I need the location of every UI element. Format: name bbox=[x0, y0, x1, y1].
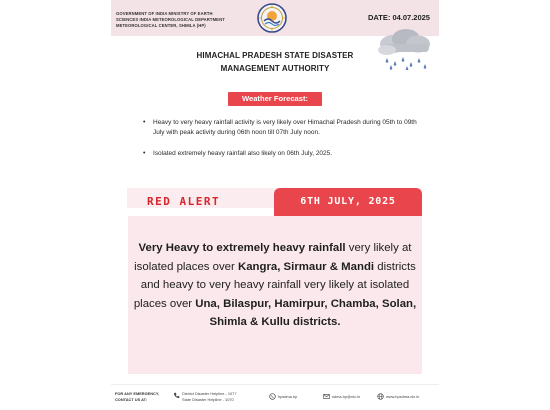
page-margin-right bbox=[439, 0, 550, 410]
alert-date: 6TH JULY, 2025 bbox=[300, 196, 396, 207]
whatsapp-icon bbox=[269, 393, 276, 400]
contact-footer bbox=[111, 384, 439, 410]
alert-poster bbox=[111, 0, 439, 410]
forecast-bullet: • Heavy to very heavy rainfall activity is very likely over Himachal Pradesh during 05th to 09th July with peak activity during 06th noon till 07th July noon. bbox=[139, 118, 429, 138]
forecast-bullet-list bbox=[139, 118, 429, 170]
alert-message-text: very likely at isolated places over bbox=[134, 242, 412, 273]
alert-message-emphasis: Very Heavy to extremely heavy rainfall bbox=[138, 242, 346, 254]
authority-title-line-1: HIMACHAL PRADESH STATE DISASTER bbox=[196, 51, 354, 60]
alert-message-text: districts and heavy to very heavy rainfall very likely at isolated places over bbox=[133, 260, 416, 310]
alert-message bbox=[133, 239, 417, 332]
alert-level-label: RED ALERT bbox=[147, 195, 221, 208]
email-icon bbox=[323, 393, 330, 400]
gov-line-3: METEOROLOGICAL CENTER, SHIMLA (HP) bbox=[116, 23, 206, 28]
contact-label: CONTACT US AT: bbox=[115, 397, 147, 402]
authority-title-line-2: MANAGEMENT AUTHORITY bbox=[220, 64, 330, 73]
imd-emblem-icon bbox=[256, 2, 288, 34]
gov-line-2: SCIENCES INDIA METEOROLOGICAL DEPARTMENT bbox=[116, 17, 225, 22]
state-helpline: State Disaster Helpline - 1070 bbox=[182, 397, 234, 402]
alert-message-districts: Una, Bilaspur, Hamirpur, Chamba, Solan, Shimla & Kullu districts. bbox=[195, 297, 417, 329]
emergency-label: FOR ANY EMERGENCY, bbox=[115, 391, 160, 396]
forecast-bullet: • Isolated extremely heavy rainfall also likely on 06th July, 2025. bbox=[139, 149, 429, 159]
issue-date: DATE: 04.07.2025 bbox=[368, 13, 430, 22]
email-address: sdma-hp@nic.in bbox=[332, 394, 361, 399]
website-url: www.hpsdma.nic.in bbox=[386, 394, 420, 399]
page-margin-left bbox=[0, 0, 111, 410]
globe-icon bbox=[377, 393, 384, 400]
phone-icon bbox=[173, 392, 180, 399]
weather-forecast-label: Weather Forecast: bbox=[228, 92, 322, 106]
alert-date-box bbox=[274, 188, 422, 216]
alert-message-districts: Kangra, Sirmaur & Mandi bbox=[237, 260, 375, 273]
gov-line-1: GOVERNMENT OF INDIA MINISTRY OF EARTH bbox=[116, 11, 213, 16]
district-helpline: District Disaster Helpline - 1077 bbox=[182, 391, 237, 396]
social-handle: hpsdma.hp bbox=[278, 394, 298, 399]
